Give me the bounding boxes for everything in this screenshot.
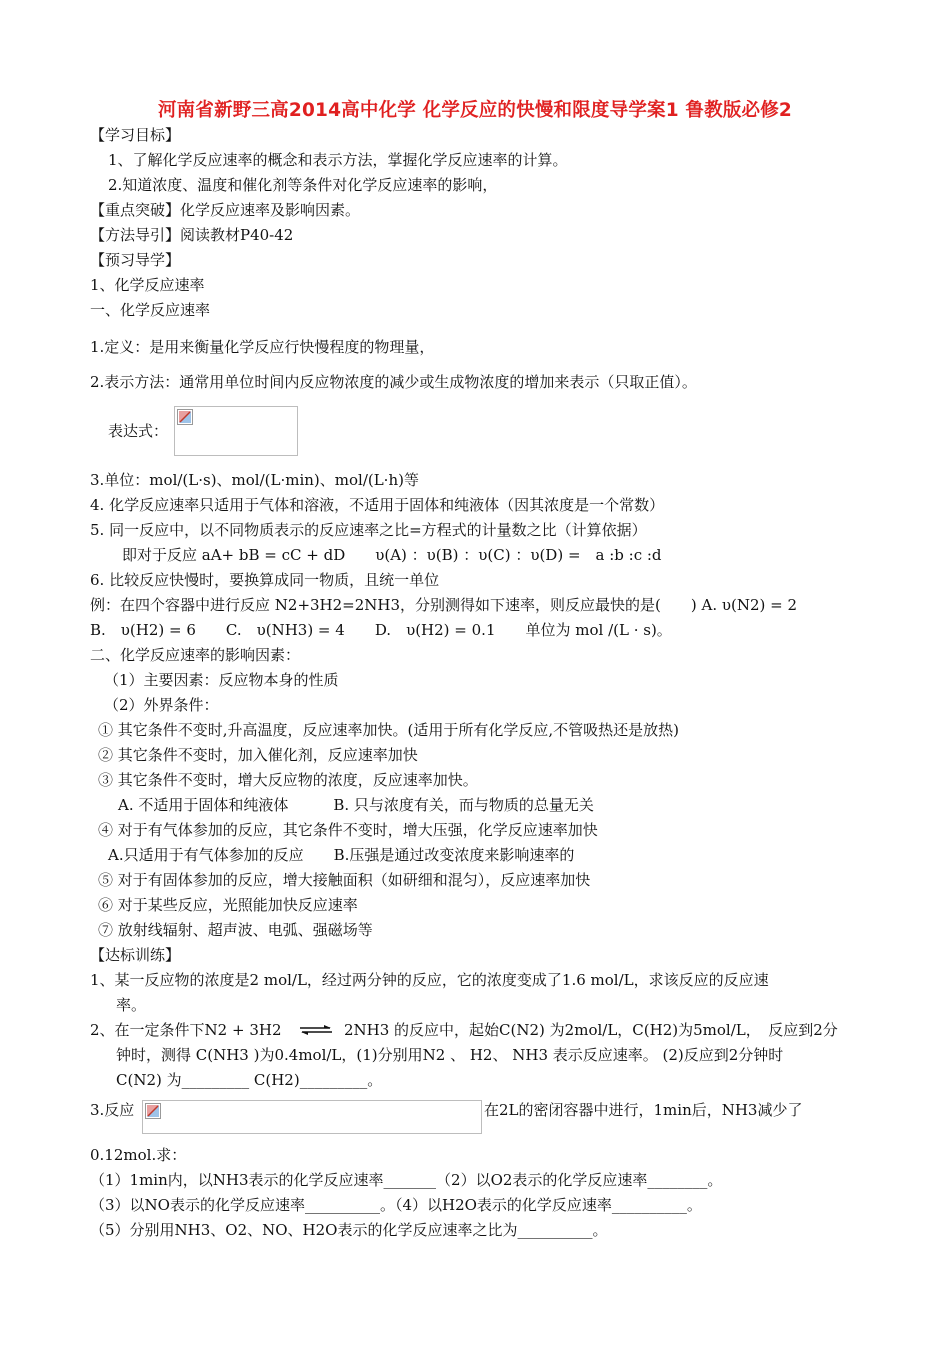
condition-6: ⑥ 对于某些反应，光照能加快反应速率 [98, 896, 358, 914]
condition-3-notes: A. 不适用于固体和纯液体 B. 只与浓度有关，而与物质的总量无关 [118, 796, 594, 814]
condition-4-notes: A.只适用于有气体参加的反应 B.压强是通过改变浓度来影响速率的 [108, 846, 575, 864]
expression-label: 表达式： [108, 422, 169, 440]
heading-practice: 【达标训练】 [90, 946, 181, 964]
practice-3-amount: 0.12mol.求： [90, 1146, 187, 1164]
example-options: B. υ(H2) = 6 C. υ(NH3) = 4 D. υ(H2) = 0.1 单位为 mol /(L · s)。 [90, 621, 672, 639]
practice-3-cont: 在2L的密闭容器中进行，1min后，NH3减少了 [484, 1101, 803, 1119]
section-factors: 二、化学反应速率的影响因素： [90, 646, 301, 664]
document-title: 河南省新野三高2014高中化学 化学反应的快慢和限度导学案1 鲁教版必修2 [157, 100, 793, 121]
goal-2: 2.知道浓度、温度和催化剂等条件对化学反应速率的影响， [108, 176, 498, 194]
point-4: 4. 化学反应速率只适用于气体和溶液，不适用于固体和纯液体（因其浓度是一个常数） [90, 496, 665, 514]
condition-5: ⑤ 对于有固体参加的反应，增大接触面积（如研细和混匀），反应速率加快 [98, 871, 591, 889]
rate-ratio: 即对于反应 aA+ bB = cC + dD υ(A) ：υ(B) ：υ(C) ：υ(D) = a :b :c :d [122, 546, 662, 564]
condition-3: ③ 其它条件不变时，增大反应物的浓度，反应速率加快。 [98, 771, 478, 789]
broken-image-icon [145, 1103, 161, 1119]
heading-learning-goals: 【学习目标】 [90, 126, 181, 144]
heading-preview: 【预习导学】 [90, 251, 181, 269]
condition-2: ② 其它条件不变时，加入催化剂，反应速率加快 [98, 746, 418, 764]
practice-2-start: 2、在一定条件下N2 + 3H2 [90, 1021, 282, 1039]
reversible-arrow-icon [298, 1024, 334, 1036]
goal-1: 1、了解化学反应速率的概念和表示方法，掌握化学反应速率的计算。 [108, 151, 568, 169]
practice-2-blanks: C(N2) 为_________ C(H2)_________。 [116, 1071, 383, 1089]
practice-1: 1、某一反应物的浓度是2 mol/L，经过两分钟的反应，它的浓度变成了1.6 mol/L，求该反应的反应速 [90, 971, 769, 989]
broken-image-icon [177, 409, 193, 425]
section-rate: 一、化学反应速率 [90, 301, 211, 319]
point-5: 5. 同一反应中，以不同物质表示的反应速率之比=方程式的计量数之比（计算依据） [90, 521, 647, 539]
practice-1-cont: 率。 [116, 996, 147, 1014]
example-question: 例：在四个容器中进行反应 N2+3H2=2NH3，分别测得如下速率，则反应最快的是( ) A. υ(N2) = 2 [90, 596, 798, 614]
main-factor: （1）主要因素：反应物本身的性质 [104, 671, 339, 689]
reaction-image-placeholder [142, 1100, 482, 1134]
definition: 1.定义：是用来衡量化学反应行快慢程度的物理量， [90, 338, 435, 356]
practice-3-q5: （5）分别用NH3、O2、NO、H2O表示的化学反应速率之比为__________。 [90, 1221, 608, 1239]
point-6: 6. 比较反应快慢时，要换算成同一物质，且统一单位 [90, 571, 440, 589]
representation-method: 2.表示方法：通常用单位时间内反应物浓度的减少或生成物浓度的增加来表示（只取正值）。 [90, 373, 697, 391]
unit-line: 3.单位：mol/(L·s)、mol/(L·min)、mol/(L·h)等 [90, 471, 419, 489]
practice-2-cont: 钟时，测得 C(NH3 )为0.4mol/L，(1)分别用N2 、 H2、 NH3 表示反应速率。 (2)反应到2分钟时 [116, 1046, 784, 1064]
condition-4: ④ 对于有气体参加的反应，其它条件不变时，增大压强，化学反应速率加快 [98, 821, 598, 839]
condition-7: ⑦ 放射线辐射、超声波、电弧、强磁场等 [98, 921, 373, 939]
section-1: 1、化学反应速率 [90, 276, 205, 294]
method-guide: 【方法导引】阅读教材P40-42 [90, 226, 294, 244]
external-conditions: （2）外界条件： [104, 696, 219, 714]
practice-3-q3-4: （3）以NO表示的化学反应速率__________。（4）以H2O表示的化学反应速率__________。 [90, 1196, 702, 1214]
expression-image-placeholder [174, 406, 298, 456]
practice-3-start: 3.反应 [90, 1101, 135, 1119]
condition-1: ① 其它条件不变时,升高温度，反应速率加快。(适用于所有化学反应,不管吸热还是放热) [98, 721, 680, 739]
practice-3-q1-2: （1）1min内，以NH3表示的化学反应速率_______（2）以O2表示的化学反应速率________。 [90, 1171, 723, 1189]
practice-2-reaction: 2NH3 的反应中，起始C(N2) 为2mol/L，C(H2)为5mol/L， 反应到2分 [344, 1021, 838, 1039]
key-points: 【重点突破】化学反应速率及影响因素。 [90, 201, 361, 219]
